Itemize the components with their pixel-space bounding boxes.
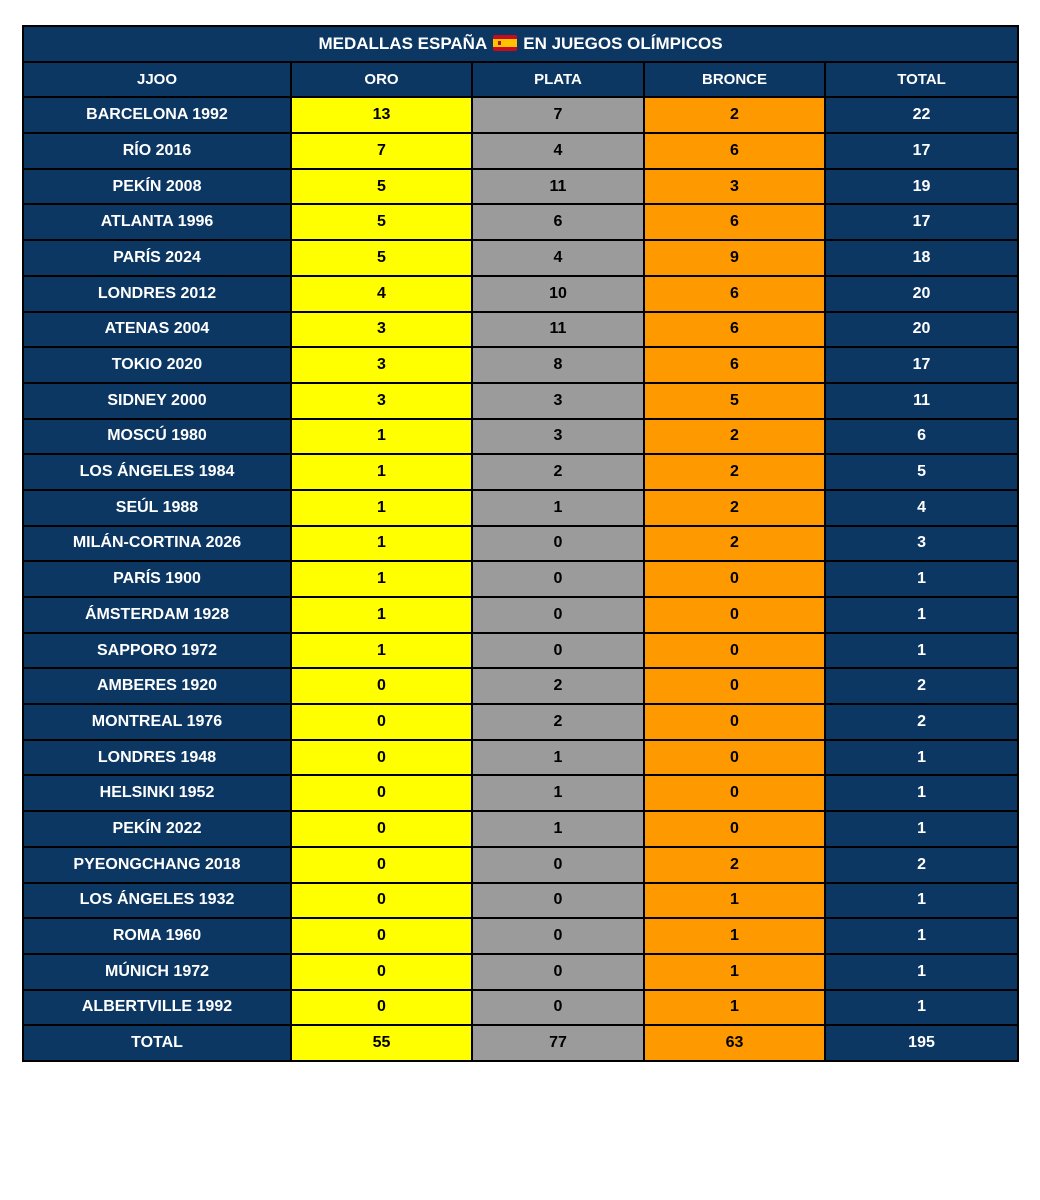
table-row <box>23 811 1018 847</box>
cell-oro: 0 <box>291 811 472 847</box>
cell-plata: 2 <box>472 454 644 490</box>
table-row <box>23 775 1018 811</box>
cell-plata: 4 <box>472 240 644 276</box>
cell-plata: 2 <box>472 704 644 740</box>
cell-plata: 1 <box>472 740 644 776</box>
header-bronce: BRONCE <box>644 62 825 98</box>
cell-total: 1 <box>825 775 1018 811</box>
table-row <box>23 490 1018 526</box>
cell-bronce: 9 <box>644 240 825 276</box>
cell-plata: 0 <box>472 847 644 883</box>
table-row <box>23 561 1018 597</box>
cell-plata: 2 <box>472 668 644 704</box>
table-row <box>23 312 1018 348</box>
header-plata: PLATA <box>472 62 644 98</box>
cell-jjoo: ÁMSTERDAM 1928 <box>23 597 291 633</box>
cell-total: 4 <box>825 490 1018 526</box>
cell-plata: 8 <box>472 347 644 383</box>
cell-oro: 0 <box>291 740 472 776</box>
cell-oro: 0 <box>291 775 472 811</box>
table-row <box>23 419 1018 455</box>
cell-bronce: 0 <box>644 740 825 776</box>
cell-jjoo: PARÍS 2024 <box>23 240 291 276</box>
medal-table <box>22 25 1019 1062</box>
cell-total: 1 <box>825 811 1018 847</box>
header-oro: ORO <box>291 62 472 98</box>
totals-oro: 55 <box>291 1025 472 1061</box>
cell-bronce: 6 <box>644 276 825 312</box>
cell-plata: 0 <box>472 561 644 597</box>
cell-jjoo: LOS ÁNGELES 1984 <box>23 454 291 490</box>
cell-jjoo: BARCELONA 1992 <box>23 97 291 133</box>
cell-total: 11 <box>825 383 1018 419</box>
cell-total: 6 <box>825 419 1018 455</box>
cell-bronce: 2 <box>644 526 825 562</box>
cell-plata: 1 <box>472 775 644 811</box>
cell-total: 5 <box>825 454 1018 490</box>
cell-jjoo: ALBERTVILLE 1992 <box>23 990 291 1026</box>
cell-total: 1 <box>825 633 1018 669</box>
cell-bronce: 2 <box>644 97 825 133</box>
cell-jjoo: ATLANTA 1996 <box>23 204 291 240</box>
table-row <box>23 918 1018 954</box>
cell-bronce: 1 <box>644 954 825 990</box>
cell-total: 19 <box>825 169 1018 205</box>
table-body <box>23 97 1018 1025</box>
cell-jjoo: MÚNICH 1972 <box>23 954 291 990</box>
cell-oro: 1 <box>291 419 472 455</box>
cell-total: 1 <box>825 597 1018 633</box>
cell-bronce: 2 <box>644 490 825 526</box>
header-total: TOTAL <box>825 62 1018 98</box>
cell-bronce: 6 <box>644 347 825 383</box>
cell-total: 1 <box>825 740 1018 776</box>
cell-bronce: 0 <box>644 704 825 740</box>
table-row <box>23 383 1018 419</box>
spain-flag-icon <box>493 35 517 51</box>
cell-jjoo: MOSCÚ 1980 <box>23 419 291 455</box>
cell-total: 17 <box>825 347 1018 383</box>
cell-bronce: 6 <box>644 204 825 240</box>
totals-total: 195 <box>825 1025 1018 1061</box>
cell-jjoo: AMBERES 1920 <box>23 668 291 704</box>
cell-oro: 0 <box>291 883 472 919</box>
cell-jjoo: PEKÍN 2008 <box>23 169 291 205</box>
table-row <box>23 847 1018 883</box>
cell-plata: 3 <box>472 419 644 455</box>
cell-oro: 0 <box>291 668 472 704</box>
cell-bronce: 2 <box>644 847 825 883</box>
cell-oro: 0 <box>291 954 472 990</box>
table-row <box>23 740 1018 776</box>
cell-total: 2 <box>825 668 1018 704</box>
cell-total: 17 <box>825 133 1018 169</box>
table-row <box>23 597 1018 633</box>
cell-plata: 0 <box>472 883 644 919</box>
totals-bronce: 63 <box>644 1025 825 1061</box>
cell-total: 17 <box>825 204 1018 240</box>
cell-jjoo: SAPPORO 1972 <box>23 633 291 669</box>
title-text-before: MEDALLAS ESPAÑA <box>318 33 488 53</box>
table-row <box>23 954 1018 990</box>
table-row <box>23 704 1018 740</box>
table-row <box>23 133 1018 169</box>
cell-bronce: 0 <box>644 775 825 811</box>
table-row <box>23 990 1018 1026</box>
table-row <box>23 276 1018 312</box>
cell-oro: 1 <box>291 597 472 633</box>
cell-plata: 6 <box>472 204 644 240</box>
cell-plata: 0 <box>472 526 644 562</box>
cell-bronce: 0 <box>644 633 825 669</box>
cell-oro: 5 <box>291 240 472 276</box>
cell-oro: 1 <box>291 633 472 669</box>
cell-jjoo: LONDRES 1948 <box>23 740 291 776</box>
cell-jjoo: MILÁN-CORTINA 2026 <box>23 526 291 562</box>
cell-total: 1 <box>825 954 1018 990</box>
title-text-after: EN JUEGOS OLÍMPICOS <box>523 33 723 53</box>
cell-total: 1 <box>825 990 1018 1026</box>
cell-oro: 3 <box>291 347 472 383</box>
totals-plata: 77 <box>472 1025 644 1061</box>
cell-plata: 1 <box>472 811 644 847</box>
cell-oro: 0 <box>291 847 472 883</box>
cell-oro: 7 <box>291 133 472 169</box>
table-row <box>23 204 1018 240</box>
table-row <box>23 668 1018 704</box>
cell-jjoo: ROMA 1960 <box>23 918 291 954</box>
cell-plata: 0 <box>472 633 644 669</box>
cell-oro: 1 <box>291 561 472 597</box>
cell-jjoo: TOKIO 2020 <box>23 347 291 383</box>
cell-oro: 3 <box>291 312 472 348</box>
cell-oro: 1 <box>291 454 472 490</box>
cell-jjoo: ATENAS 2004 <box>23 312 291 348</box>
totals-label: TOTAL <box>23 1025 291 1061</box>
cell-bronce: 1 <box>644 918 825 954</box>
cell-plata: 11 <box>472 312 644 348</box>
cell-oro: 5 <box>291 169 472 205</box>
table-row <box>23 97 1018 133</box>
title-row <box>23 26 1018 62</box>
table-row <box>23 240 1018 276</box>
cell-oro: 13 <box>291 97 472 133</box>
table-row <box>23 454 1018 490</box>
cell-jjoo: PARÍS 1900 <box>23 561 291 597</box>
cell-oro: 3 <box>291 383 472 419</box>
cell-bronce: 2 <box>644 419 825 455</box>
cell-jjoo: PEKÍN 2022 <box>23 811 291 847</box>
cell-bronce: 0 <box>644 668 825 704</box>
header-jjoo: JJOO <box>23 62 291 98</box>
cell-jjoo: SEÚL 1988 <box>23 490 291 526</box>
cell-plata: 0 <box>472 918 644 954</box>
cell-jjoo: HELSINKI 1952 <box>23 775 291 811</box>
table-row <box>23 633 1018 669</box>
table-title <box>23 26 1018 62</box>
table-row <box>23 347 1018 383</box>
cell-bronce: 5 <box>644 383 825 419</box>
cell-bronce: 1 <box>644 990 825 1026</box>
cell-bronce: 6 <box>644 312 825 348</box>
cell-plata: 11 <box>472 169 644 205</box>
table-row <box>23 883 1018 919</box>
cell-plata: 4 <box>472 133 644 169</box>
cell-plata: 10 <box>472 276 644 312</box>
cell-bronce: 2 <box>644 454 825 490</box>
cell-oro: 0 <box>291 704 472 740</box>
cell-total: 22 <box>825 97 1018 133</box>
cell-oro: 0 <box>291 990 472 1026</box>
cell-plata: 0 <box>472 597 644 633</box>
cell-plata: 0 <box>472 990 644 1026</box>
cell-oro: 1 <box>291 526 472 562</box>
cell-bronce: 0 <box>644 597 825 633</box>
cell-jjoo: LOS ÁNGELES 1932 <box>23 883 291 919</box>
cell-bronce: 6 <box>644 133 825 169</box>
cell-plata: 3 <box>472 383 644 419</box>
cell-jjoo: MONTREAL 1976 <box>23 704 291 740</box>
cell-plata: 0 <box>472 954 644 990</box>
cell-jjoo: LONDRES 2012 <box>23 276 291 312</box>
cell-oro: 5 <box>291 204 472 240</box>
cell-bronce: 3 <box>644 169 825 205</box>
cell-oro: 4 <box>291 276 472 312</box>
cell-total: 18 <box>825 240 1018 276</box>
cell-jjoo: SIDNEY 2000 <box>23 383 291 419</box>
cell-bronce: 0 <box>644 561 825 597</box>
cell-total: 20 <box>825 312 1018 348</box>
cell-total: 1 <box>825 883 1018 919</box>
cell-plata: 7 <box>472 97 644 133</box>
table-row <box>23 169 1018 205</box>
cell-jjoo: PYEONGCHANG 2018 <box>23 847 291 883</box>
totals-row <box>23 1025 1018 1061</box>
cell-jjoo: RÍO 2016 <box>23 133 291 169</box>
cell-total: 3 <box>825 526 1018 562</box>
header-row <box>23 62 1018 98</box>
cell-total: 2 <box>825 847 1018 883</box>
cell-oro: 1 <box>291 490 472 526</box>
cell-total: 20 <box>825 276 1018 312</box>
cell-plata: 1 <box>472 490 644 526</box>
cell-total: 1 <box>825 918 1018 954</box>
cell-oro: 0 <box>291 918 472 954</box>
cell-total: 2 <box>825 704 1018 740</box>
cell-bronce: 0 <box>644 811 825 847</box>
table-row <box>23 526 1018 562</box>
cell-bronce: 1 <box>644 883 825 919</box>
cell-total: 1 <box>825 561 1018 597</box>
